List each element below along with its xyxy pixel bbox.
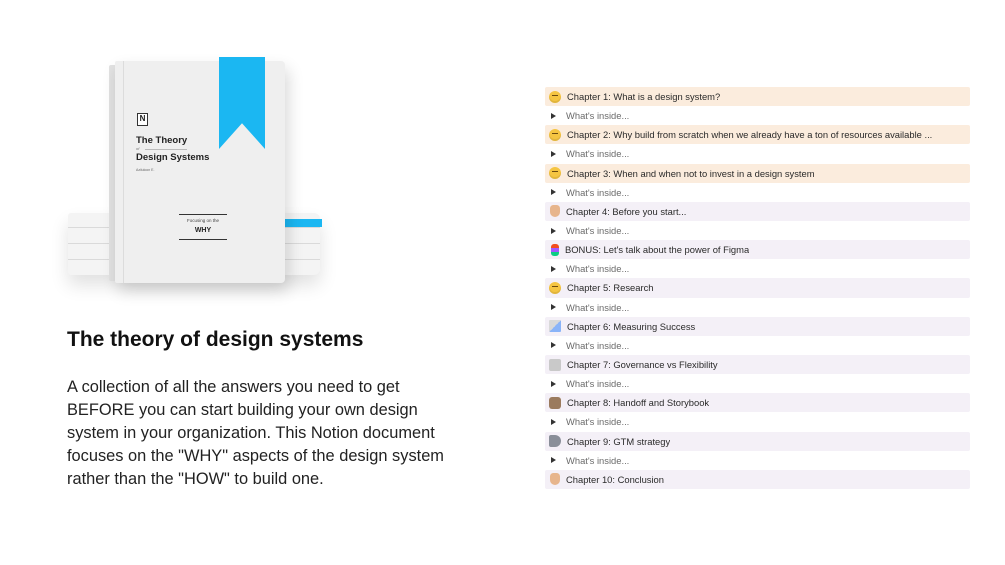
chapter-row-9[interactable] [545,432,970,451]
chapter-row-4[interactable] [545,202,970,221]
cover-author: Aziiuloon E. [136,168,155,172]
megaphone-icon [549,435,561,447]
chapter-row-7[interactable] [545,355,970,374]
chapter-label: Chapter 1: What is a design system? [567,91,721,103]
toggle-label: What's inside... [566,110,630,122]
people-icon [549,397,561,409]
chapter-list [545,87,970,489]
page-title: The theory of design systems [67,328,364,351]
toggle-label: What's inside... [566,186,630,198]
toggle-row[interactable] [545,412,970,431]
description-line: focuses on the "WHY" aspects of the design system [67,447,444,465]
description [67,376,497,491]
raised-hand-icon [550,473,560,485]
chapter-row-bonus[interactable] [545,240,970,259]
chapter-row-10[interactable] [545,470,970,489]
cover-focus-word: WHY [194,227,212,234]
chapter-row-1[interactable] [545,87,970,106]
chapter-label: Chapter 8: Handoff and Storybook [567,397,710,409]
chapter-label: Chapter 4: Before you start... [566,205,687,217]
cover-divider [145,149,187,150]
toggle-triangle-icon[interactable] [551,189,556,195]
chapter-label: Chapter 5: Research [567,282,654,294]
description-line: BEFORE you can start building your own design [67,401,418,419]
toggle-row[interactable] [545,374,970,393]
toggle-row[interactable] [545,451,970,470]
toggle-row[interactable] [545,336,970,355]
toggle-row[interactable] [545,183,970,202]
notion-logo-icon: N [137,113,148,126]
toggle-label: What's inside... [566,378,630,390]
toggle-triangle-icon[interactable] [551,342,556,348]
toggle-row[interactable] [545,144,970,163]
toggle-label: What's inside... [566,339,630,351]
description-line: rather than the "HOW" to build one. [67,470,324,488]
toggle-triangle-icon[interactable] [551,113,556,119]
toggle-label: What's inside... [566,301,630,313]
chapter-label: Chapter 6: Measuring Success [567,320,696,332]
raised-hand-icon [550,205,560,217]
chapter-label: Chapter 3: When and when not to invest in a design system [567,167,815,179]
toggle-triangle-icon[interactable] [551,304,556,310]
ruler-icon [549,320,561,332]
chapter-row-6[interactable] [545,317,970,336]
toggle-triangle-icon[interactable] [551,457,556,463]
thinking-face-icon [549,91,561,103]
thinking-face-icon [549,282,561,294]
toggle-triangle-icon[interactable] [551,151,556,157]
toggle-label: What's inside... [566,416,630,428]
chapter-label: Chapter 9: GTM strategy [567,435,671,447]
book-illustration [60,55,390,295]
toggle-row[interactable] [545,221,970,240]
toggle-label: What's inside... [566,148,630,160]
chapter-row-2[interactable] [545,125,970,144]
toggle-triangle-icon[interactable] [551,266,556,272]
chapter-label: Chapter 10: Conclusion [566,473,664,485]
description-line: system in your organization. This Notion document [67,424,435,442]
book-cover [115,61,285,283]
bookmark-ribbon [219,57,265,149]
cover-title: The Theory [136,135,188,146]
chapter-label: Chapter 7: Governance vs Flexibility [567,359,718,371]
toggle-row[interactable] [545,298,970,317]
cover-rule-bottom [179,239,227,240]
toggle-label: What's inside... [566,454,630,466]
cover-subtitle: Design Systems [136,152,210,163]
chapter-label: Chapter 2: Why build from scratch when we already have a ton of resources available ... [567,129,933,141]
scale-icon [549,359,561,371]
chapter-row-3[interactable] [545,164,970,183]
toggle-triangle-icon[interactable] [551,228,556,234]
description-line: A collection of all the answers you need to get [67,378,400,396]
confused-face-icon [549,129,561,141]
toggle-label: What's inside... [566,263,630,275]
cover-of: of [136,146,140,151]
toggle-row[interactable] [545,259,970,278]
toggle-triangle-icon[interactable] [551,381,556,387]
cover-focus-label: Focusing on the [186,218,220,223]
cover-rule-top [179,214,227,215]
toggle-row[interactable] [545,106,970,125]
chapter-label: BONUS: Let's talk about the power of Figma [565,244,750,256]
toggle-label: What's inside... [566,225,630,237]
toggle-triangle-icon[interactable] [551,419,556,425]
figma-icon [551,244,559,256]
chapter-row-8[interactable] [545,393,970,412]
chapter-row-5[interactable] [545,278,970,297]
money-face-icon [549,167,561,179]
